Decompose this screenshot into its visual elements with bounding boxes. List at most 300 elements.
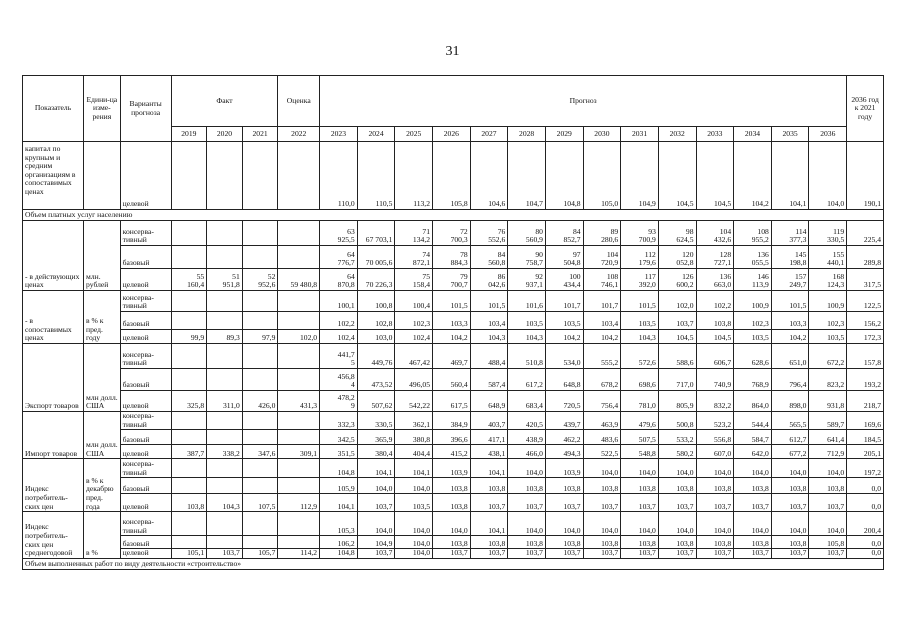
value-cell: 104,5 (696, 142, 734, 210)
value-cell (278, 412, 320, 430)
value-cell (171, 221, 207, 246)
value-cell: 0,0 (847, 536, 884, 549)
value-cell: 100 434,4 (545, 269, 583, 291)
value-cell (278, 221, 320, 246)
value-cell: 100,4 (395, 291, 433, 312)
value-cell: 102,2 (696, 291, 734, 312)
value-cell: 103,8 (771, 478, 809, 494)
value-cell: 101,7 (583, 291, 621, 312)
value-cell: 103,7 (357, 494, 395, 512)
value-cell (207, 344, 243, 369)
value-cell: 103,7 (207, 549, 243, 559)
value-cell: 63 925,5 (320, 221, 358, 246)
value-cell: 102,3 (809, 312, 847, 330)
year-header-cell: 2031 (621, 127, 659, 142)
value-cell: 103,7 (771, 494, 809, 512)
value-cell (171, 369, 207, 391)
value-cell: 311,0 (207, 391, 243, 412)
value-cell (242, 478, 278, 494)
value-cell: 342,5 (320, 430, 358, 445)
value-cell (207, 512, 243, 536)
value-cell: 0,0 (847, 494, 884, 512)
value-cell: 103,8 (545, 478, 583, 494)
value-cell: 74 872,1 (395, 246, 433, 269)
value-cell: 522,5 (583, 445, 621, 459)
value-cell: 100,9 (734, 291, 772, 312)
year-header-cell: 2024 (357, 127, 395, 142)
year-header-cell: 2028 (508, 127, 546, 142)
value-cell: 796,4 (771, 369, 809, 391)
section-row (23, 210, 884, 221)
value-cell: 584,7 (734, 430, 772, 445)
value-cell: 193,2 (847, 369, 884, 391)
value-cell: 104,8 (545, 142, 583, 210)
header-estimate: Оценка (278, 76, 320, 127)
table-row (23, 330, 884, 344)
value-cell (278, 246, 320, 269)
value-cell: 672,2 (809, 344, 847, 369)
year-header-cell: 2033 (696, 127, 734, 142)
value-cell: 103,8 (508, 478, 546, 494)
table-row (23, 494, 884, 512)
value-cell: 110,5 (357, 142, 395, 210)
row-label: - в сопоставимых ценах (23, 291, 84, 344)
table-row (23, 312, 884, 330)
value-cell: 102,0 (278, 330, 320, 344)
value-cell (207, 312, 243, 330)
variant-cell: целевой (120, 494, 171, 512)
value-cell: 104,5 (658, 330, 696, 344)
value-cell: 104,0 (809, 459, 847, 478)
value-cell: 832,2 (696, 391, 734, 412)
value-cell: 67 703,1 (357, 221, 395, 246)
value-cell: 97,9 (242, 330, 278, 344)
value-cell: 463,9 (583, 412, 621, 430)
value-cell: 197,2 (847, 459, 884, 478)
value-cell: 103,3 (771, 312, 809, 330)
value-cell: 103,9 (545, 459, 583, 478)
table-row (23, 246, 884, 269)
value-cell: 898,0 (771, 391, 809, 412)
value-cell: 104,5 (696, 330, 734, 344)
value-cell: 103,5 (809, 330, 847, 344)
value-cell: 544,4 (734, 412, 772, 430)
value-cell: 64 870,8 (320, 269, 358, 291)
value-cell: 683,4 (508, 391, 546, 412)
value-cell: 104,2 (545, 330, 583, 344)
unit-cell: в % (84, 512, 121, 559)
value-cell: 108 955,2 (734, 221, 772, 246)
value-cell: 103,0 (357, 330, 395, 344)
value-cell: 103,5 (734, 330, 772, 344)
variant-cell: целевой (120, 330, 171, 344)
value-cell (207, 246, 243, 269)
value-cell: 104,3 (470, 330, 508, 344)
value-cell: 103,8 (470, 478, 508, 494)
value-cell: 103,8 (433, 478, 471, 494)
value-cell: 104,9 (621, 142, 659, 210)
value-cell: 103,8 (734, 478, 772, 494)
value-cell: 641,4 (809, 430, 847, 445)
value-cell (207, 221, 243, 246)
value-cell: 456,8 4 (320, 369, 358, 391)
value-cell (242, 246, 278, 269)
year-header-cell: 2022 (278, 127, 320, 142)
year-header-cell: 2026 (433, 127, 471, 142)
value-cell: 494,3 (545, 445, 583, 459)
row-label: Индекс потребитель-ских цен (23, 459, 84, 512)
value-cell: 101,7 (545, 291, 583, 312)
variant-cell: базовый (120, 369, 171, 391)
value-cell (278, 312, 320, 330)
value-cell: 101,6 (508, 291, 546, 312)
unit-cell: в % к декабрю пред. года (84, 459, 121, 512)
value-cell: 156,2 (847, 312, 884, 330)
value-cell: 548,8 (621, 445, 659, 459)
year-header-cell: 2019 (171, 127, 207, 142)
value-cell: 169,6 (847, 412, 884, 430)
value-cell: 698,6 (621, 369, 659, 391)
value-cell: 101,5 (433, 291, 471, 312)
value-cell: 365,9 (357, 430, 395, 445)
year-header-cell: 2029 (545, 127, 583, 142)
value-cell: 104,0 (771, 459, 809, 478)
value-cell: 103,7 (583, 494, 621, 512)
value-cell: 104,7 (508, 142, 546, 210)
row-label: - в действующих ценах (23, 221, 84, 291)
value-cell: 103,8 (621, 478, 659, 494)
value-cell (278, 142, 320, 210)
value-cell: 205,1 (847, 445, 884, 459)
value-cell: 112,9 (278, 494, 320, 512)
value-cell: 103,7 (508, 494, 546, 512)
value-cell: 104,5 (658, 142, 696, 210)
year-header-cell: 2025 (395, 127, 433, 142)
value-cell: 93 700,9 (621, 221, 659, 246)
value-cell: 478,2 9 (320, 391, 358, 412)
section-title: Объем выполненных работ по виду деятельности «строительство» (23, 558, 884, 569)
value-cell: 103,4 (470, 312, 508, 330)
value-cell: 104,1 (395, 459, 433, 478)
value-cell: 565,5 (771, 412, 809, 430)
value-cell: 218,7 (847, 391, 884, 412)
value-cell: 415,2 (433, 445, 471, 459)
value-cell: 102,4 (320, 330, 358, 344)
value-cell: 168 124,3 (809, 269, 847, 291)
value-cell: 338,2 (207, 445, 243, 459)
table-row (23, 412, 884, 430)
variant-cell: консерва-тивный (120, 459, 171, 478)
value-cell: 104 720,9 (583, 246, 621, 269)
value-cell: 864,0 (734, 391, 772, 412)
value-cell: 136 663,0 (696, 269, 734, 291)
value-cell: 52 952,6 (242, 269, 278, 291)
value-cell: 479,6 (621, 412, 659, 430)
value-cell: 157 249,7 (771, 269, 809, 291)
value-cell: 103,7 (658, 549, 696, 559)
value-cell: 103,7 (545, 549, 583, 559)
value-cell: 98 624,5 (658, 221, 696, 246)
value-cell (278, 430, 320, 445)
value-cell: 384,9 (433, 412, 471, 430)
value-cell: 362,1 (395, 412, 433, 430)
value-cell: 72 700,3 (433, 221, 471, 246)
table-row (23, 369, 884, 391)
value-cell (242, 291, 278, 312)
value-cell: 104,0 (583, 459, 621, 478)
value-cell: 103,8 (433, 494, 471, 512)
value-cell: 104,1 (470, 512, 508, 536)
value-cell: 587,4 (470, 369, 508, 391)
value-cell: 104,8 (320, 459, 358, 478)
value-cell: 712,9 (809, 445, 847, 459)
table-row (23, 536, 884, 549)
value-cell: 642,0 (734, 445, 772, 459)
value-cell: 84 852,7 (545, 221, 583, 246)
variant-cell: базовый (120, 478, 171, 494)
value-cell: 317,5 (847, 269, 884, 291)
table-row (23, 549, 884, 559)
year-header-cell: 2030 (583, 127, 621, 142)
value-cell: 145 198,8 (771, 246, 809, 269)
value-cell: 103,7 (470, 549, 508, 559)
value-cell: 80 560,9 (508, 221, 546, 246)
value-cell (207, 459, 243, 478)
table-row (23, 391, 884, 412)
value-cell: 102,2 (320, 312, 358, 330)
value-cell: 617,5 (433, 391, 471, 412)
value-cell: 496,05 (395, 369, 433, 391)
year-header-cell: 2035 (771, 127, 809, 142)
value-cell: 225,4 (847, 221, 884, 246)
value-cell: 101,5 (771, 291, 809, 312)
value-cell: 507,5 (621, 430, 659, 445)
variant-cell: целевой (120, 269, 171, 291)
value-cell: 103,8 (696, 478, 734, 494)
value-cell: 717,0 (658, 369, 696, 391)
value-cell: 104,1 (771, 142, 809, 210)
value-cell: 740,9 (696, 369, 734, 391)
value-cell: 105,8 (809, 536, 847, 549)
value-cell (207, 142, 243, 210)
value-cell: 136 055,5 (734, 246, 772, 269)
value-cell: 105,9 (320, 478, 358, 494)
value-cell: 103,7 (621, 494, 659, 512)
value-cell: 104,0 (658, 459, 696, 478)
value-cell: 79 700,7 (433, 269, 471, 291)
value-cell: 103,7 (357, 549, 395, 559)
value-cell: 104,0 (433, 512, 471, 536)
value-cell: 104,0 (771, 512, 809, 536)
value-cell: 542,22 (395, 391, 433, 412)
value-cell: 781,0 (621, 391, 659, 412)
value-cell: 500,8 (658, 412, 696, 430)
value-cell: 507,62 (357, 391, 395, 412)
value-cell: 105,0 (583, 142, 621, 210)
variant-cell: целевой (120, 549, 171, 559)
value-cell: 104,0 (357, 478, 395, 494)
value-cell: 823,2 (809, 369, 847, 391)
value-cell: 104,3 (207, 494, 243, 512)
value-cell: 431,3 (278, 391, 320, 412)
value-cell: 59 480,8 (278, 269, 320, 291)
value-cell: 103,7 (583, 549, 621, 559)
value-cell: 104,0 (395, 478, 433, 494)
unit-cell: млн. рублей (84, 221, 121, 291)
value-cell (207, 478, 243, 494)
value-cell: 104,0 (508, 512, 546, 536)
value-cell (171, 246, 207, 269)
value-cell (278, 344, 320, 369)
value-cell: 103,7 (621, 549, 659, 559)
value-cell: 648,9 (470, 391, 508, 412)
value-cell: 155 440,1 (809, 246, 847, 269)
header-variants: Варианты прогноза (120, 76, 171, 142)
unit-cell (84, 142, 121, 210)
value-cell: 104,9 (357, 536, 395, 549)
value-cell: 438,9 (508, 430, 546, 445)
value-cell: 483,6 (583, 430, 621, 445)
header-indicator: Показатель (23, 76, 84, 142)
variant-cell: целевой (120, 142, 171, 210)
value-cell: 102,4 (395, 330, 433, 344)
value-cell: 71 134,2 (395, 221, 433, 246)
value-cell: 103,8 (771, 536, 809, 549)
value-cell (242, 536, 278, 549)
value-cell (278, 369, 320, 391)
value-cell: 190,1 (847, 142, 884, 210)
variant-cell: консерва-тивный (120, 412, 171, 430)
value-cell (171, 430, 207, 445)
variant-cell: целевой (120, 445, 171, 459)
value-cell: 103,7 (433, 549, 471, 559)
table-row (23, 459, 884, 478)
variant-cell: базовый (120, 430, 171, 445)
value-cell: 104,3 (621, 330, 659, 344)
value-cell: 103,5 (621, 312, 659, 330)
value-cell: 78 884,3 (433, 246, 471, 269)
header-last-col: 2036 год к 2021 году (847, 76, 884, 142)
value-cell: 104,6 (470, 142, 508, 210)
value-cell: 103,8 (696, 536, 734, 549)
value-cell (278, 291, 320, 312)
value-cell: 469,7 (433, 344, 471, 369)
value-cell: 184,5 (847, 430, 884, 445)
year-header-cell: 2036 (809, 127, 847, 142)
value-cell: 113,2 (395, 142, 433, 210)
value-cell: 404,4 (395, 445, 433, 459)
section-title: Объем платных услуг населению (23, 210, 884, 221)
table-row (23, 478, 884, 494)
value-cell: 555,2 (583, 344, 621, 369)
unit-cell: млн долл. США (84, 412, 121, 459)
value-cell: 114 377,3 (771, 221, 809, 246)
value-cell: 103,8 (508, 536, 546, 549)
value-cell: 64 776,7 (320, 246, 358, 269)
value-cell: 560,4 (433, 369, 471, 391)
value-cell: 439,7 (545, 412, 583, 430)
value-cell (207, 369, 243, 391)
value-cell: 101,5 (470, 291, 508, 312)
value-cell: 606,7 (696, 344, 734, 369)
value-cell: 756,4 (583, 391, 621, 412)
value-cell: 417,1 (470, 430, 508, 445)
value-cell: 103,4 (583, 312, 621, 330)
value-cell: 104,2 (734, 142, 772, 210)
value-cell: 100,1 (320, 291, 358, 312)
value-cell: 103,7 (734, 494, 772, 512)
value-cell: 107,5 (242, 494, 278, 512)
variant-cell: консерва-тивный (120, 291, 171, 312)
value-cell: 104,0 (395, 549, 433, 559)
value-cell: 92 937,1 (508, 269, 546, 291)
value-cell: 103,5 (395, 494, 433, 512)
value-cell: 100,8 (357, 291, 395, 312)
value-cell: 51 951,8 (207, 269, 243, 291)
year-header-cell: 2032 (658, 127, 696, 142)
value-cell: 805,9 (658, 391, 696, 412)
value-cell (171, 512, 207, 536)
value-cell (171, 536, 207, 549)
value-cell: 114,2 (278, 549, 320, 559)
value-cell (242, 512, 278, 536)
value-cell: 466,0 (508, 445, 546, 459)
year-header-cell: 2023 (320, 127, 358, 142)
value-cell: 103,9 (433, 459, 471, 478)
value-cell: 103,5 (508, 312, 546, 330)
variant-cell: консерва-тивный (120, 221, 171, 246)
year-header-cell: 2021 (242, 127, 278, 142)
value-cell: 108 746,1 (583, 269, 621, 291)
value-cell: 523,2 (696, 412, 734, 430)
value-cell: 103,7 (734, 549, 772, 559)
row-label: Индекс потребитель-ских цен среднегодовой (23, 512, 84, 559)
value-cell: 768,9 (734, 369, 772, 391)
value-cell: 97 504,8 (545, 246, 583, 269)
value-cell: 103,7 (545, 494, 583, 512)
variant-cell: консерва-тивный (120, 512, 171, 536)
value-cell: 105,7 (242, 549, 278, 559)
value-cell: 510,8 (508, 344, 546, 369)
value-cell: 678,2 (583, 369, 621, 391)
value-cell (278, 512, 320, 536)
value-cell: 89,3 (207, 330, 243, 344)
value-cell: 651,0 (771, 344, 809, 369)
table-row (23, 221, 884, 246)
value-cell: 677,2 (771, 445, 809, 459)
value-cell: 607,0 (696, 445, 734, 459)
variant-cell: базовый (120, 312, 171, 330)
value-cell: 70 226,3 (357, 269, 395, 291)
value-cell: 89 280,6 (583, 221, 621, 246)
value-cell: 104,8 (320, 549, 358, 559)
value-cell: 104,0 (809, 512, 847, 536)
value-cell: 396,6 (433, 430, 471, 445)
value-cell: 931,8 (809, 391, 847, 412)
year-header-cell: 2020 (207, 127, 243, 142)
value-cell: 449,76 (357, 344, 395, 369)
value-cell: 580,2 (658, 445, 696, 459)
value-cell: 533,2 (658, 430, 696, 445)
value-cell: 347,6 (242, 445, 278, 459)
value-cell: 112 179,6 (621, 246, 659, 269)
value-cell: 351,5 (320, 445, 358, 459)
value-cell: 387,7 (171, 445, 207, 459)
value-cell: 380,8 (395, 430, 433, 445)
value-cell: 104,0 (734, 459, 772, 478)
value-cell: 102,3 (734, 312, 772, 330)
value-cell: 104,0 (545, 512, 583, 536)
